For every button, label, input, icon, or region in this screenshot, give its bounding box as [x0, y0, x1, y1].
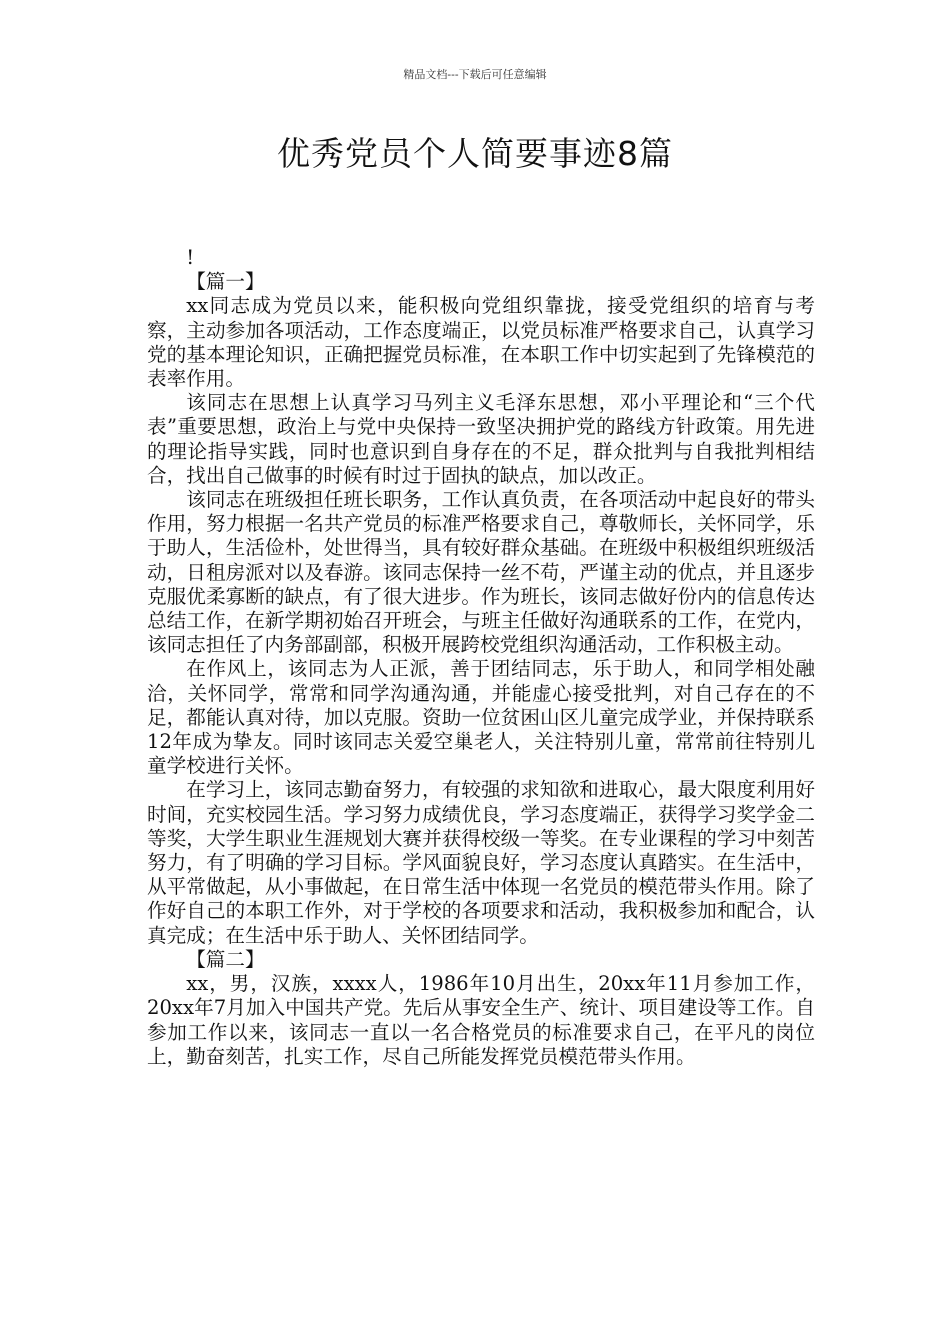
paragraph: 该同志在班级担任班长职务，工作认真负责，在各项活动中起良好的带头作用，努力根据一名共产党员的标准严格要求自己，尊敬师长，关怀同学，乐于助人，生活俭朴，处世得当，具有较好群众基础。在班级中积极组织班级活动，日租房派对以及春游。该同志保持一丝不苟，严谨主动的优点，并且逐步克服优柔寡断的缺点，有了很大进步。作为班长，该同志做好份内的信息传达总结工作，在新学期初始召开班会，与班主任做好沟通联系的工作，在党内，该同志担任了内务部副部，积极开展跨校党组织沟通活动，工作积极主动。	[147, 488, 815, 657]
exclamation-mark: !	[186, 246, 195, 269]
document-title: 优秀党员个人简要事迹8篇	[277, 134, 673, 173]
paragraph: xx同志成为党员以来，能积极向党组织靠拢，接受党组织的培育与考察，主动参加各项活动，工作态度端正，以党员标准严格要求自己，认真学习党的基本理论知识，正确把握党员标准，在本职工作中切实起到了先锋模范的表率作用。	[147, 294, 815, 391]
paragraph: xx，男，汉族，xxxx人，1986年10月出生，20xx年11月参加工作，20xx年7月加入中国共产党。先后从事安全生产、统计、项目建设等工作。自参加工作以来，该同志一直以一名合格党员的标准要求自己，在平凡的岗位上，勤奋刻苦，扎实工作，尽自己所能发挥党员模范带头作用。	[147, 972, 815, 1068]
paragraph: 在作风上，该同志为人正派，善于团结同志，乐于助人，和同学相处融洽，关怀同学，常常和同学沟通沟通，并能虚心接受批判，对自己存在的不足，都能认真对待，加以克服。资助一位贫困山区儿童完成学业，并保持联系12年成为挚友。同时该同志关爱空巢老人，关注特别儿童，常常前往特别儿童学校进行关怀。	[147, 657, 815, 778]
document-body	[147, 246, 815, 1069]
paragraph: 在学习上，该同志勤奋努力，有较强的求知欲和进取心，最大限度利用好时间，充实校园生活。学习努力成绩优良，学习态度端正，获得学习奖学金二等奖，大学生职业生涯规划大赛并获得校级一等奖。在专业课程的学习中刻苦努力，有了明确的学习目标。学风面貌良好，学习态度认真踏实。在生活中，从平常做起，从小事做起，在日常生活中体现一名党员的模范带头作用。除了作好自己的本职工作外，对于学校的各项要求和活动，我积极参加和配合，认真完成；在生活中乐于助人、关怀团结同学。	[147, 778, 815, 947]
section-heading-2: 【篇二】	[186, 947, 265, 971]
section-heading-1: 【篇一】	[186, 270, 265, 294]
paragraph: 该同志在思想上认真学习马列主义毛泽东思想，邓小平理论和“三个代表”重要思想，政治上与党中央保持一致坚决拥护党的路线方针政策。用先进的理论指导实践，同时也意识到自身存在的不足，群众批判与自我批判相结合，找出自己做事的时候有时过于固执的缺点，加以改正。	[147, 391, 815, 487]
header-note: 精品文档---下载后可任意编辑	[403, 68, 547, 81]
